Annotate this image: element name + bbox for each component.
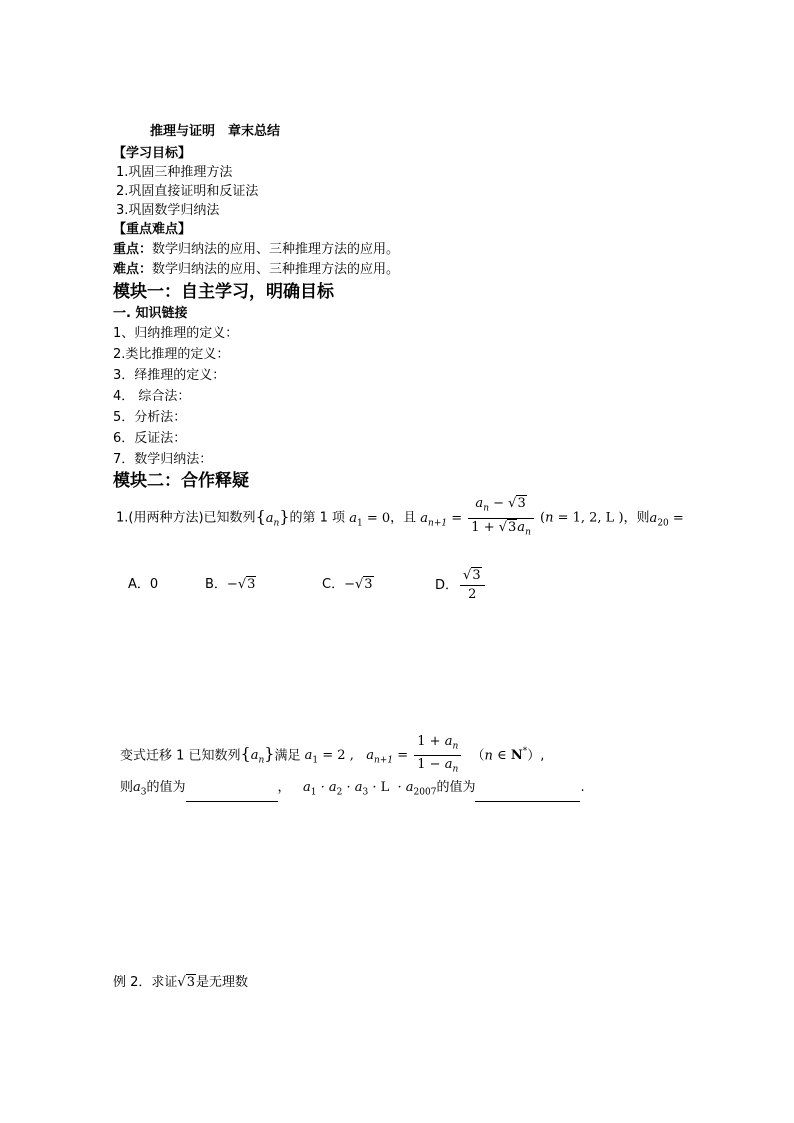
variant-line2-end: . — [580, 780, 585, 795]
variant-recurrence: $a_{n+1}$ = $\frac{1 + a_n}{1 - a_n}$ — [366, 748, 463, 763]
variant-a1: $a_1 = 2$ , — [304, 748, 354, 766]
page-title: 推理与证明 章末总结 — [150, 124, 281, 139]
learning-goals-header: 【学习目标】 — [113, 146, 192, 161]
learning-goal-item: 2.巩固直接证明和反证法 — [116, 184, 259, 199]
variant-question: 变式迁移 1 已知数列$\{a_n\}$满足 $a_1 = 2$ , $a_{n+1}$ = $\frac{1 + a_n}{1 - a_n}$ （n ∈ N*）, — [120, 733, 545, 775]
q1-option-a: A．0 — [128, 577, 159, 592]
sequence-set: $\{a_n\}$ — [255, 506, 290, 529]
module2-title: 模块二：合作释疑 — [113, 471, 249, 491]
knowledge-item: 5．分析法： — [113, 410, 187, 425]
q1-recurrence: $a_{n+1}$ = $\frac{a_n - √3}{1 + √3a_n}$ — [420, 511, 536, 526]
example-2 — [113, 974, 248, 992]
key-text: 数学归纳法的应用、三种推理方法的应用。 — [152, 242, 400, 257]
q1-mid1: 的第 1 项 — [289, 510, 346, 526]
variant-line2-mid: 的值为 — [146, 780, 186, 795]
example2-prefix: 例 2．求证 — [113, 975, 178, 990]
knowledge-item: 4． 综合法： — [113, 389, 191, 404]
variant-line2-prefix: 则 — [120, 780, 134, 795]
q1-option-c: C．−√3 — [322, 577, 373, 592]
module1-subtitle: 一. 知识链接 — [113, 306, 188, 321]
knowledge-item: 7．数学归纳法： — [113, 452, 213, 467]
example2-sqrt3: √3 — [177, 975, 195, 990]
q1-suffix: ，则 — [623, 510, 650, 526]
q1-mid2: ，且 — [390, 510, 417, 526]
hard-label: 难点： — [113, 262, 153, 277]
variant-condition-open: （ — [471, 748, 485, 764]
q1-option-d: D． $\frac{√3}{2}$ — [435, 566, 487, 606]
variant-a3: $a_3$ — [133, 780, 147, 798]
key-point-line — [113, 241, 399, 259]
learning-goal-item: 1.巩固三种推理方法 — [116, 165, 233, 180]
q1-option-b: B．−√3 — [205, 577, 256, 592]
hard-point-line — [113, 261, 399, 279]
variant-prefix: 变式迁移 1 已知数列 — [120, 748, 241, 764]
knowledge-item: 3．绎推理的定义： — [113, 368, 226, 383]
variant-mid: 满足 — [274, 748, 301, 764]
key-points-header: 【重点难点】 — [113, 222, 192, 237]
knowledge-item: 2.类比推理的定义： — [113, 347, 230, 362]
q1-range: (n = 1, 2, L ) — [540, 510, 624, 526]
example2-suffix: 是无理数 — [195, 975, 248, 990]
q1-prefix: 1.(用两种方法)已知数列 — [116, 510, 256, 526]
key-label: 重点： — [113, 242, 153, 257]
hard-text: 数学归纳法的应用、三种推理方法的应用。 — [152, 262, 400, 277]
q1-a20: $a_{20}$ = — [649, 510, 684, 529]
variant-line2-mid2: 的值为 — [436, 780, 476, 795]
knowledge-item: 6．反证法： — [113, 431, 187, 446]
question-1 — [116, 496, 684, 543]
variant-line2: 则$a_3$的值为 ， $a_1 \cdot a_2 \cdot a_3 \cdot L \cdot a_{2007}$的值为 . — [120, 779, 585, 802]
answer-blank-1[interactable] — [186, 787, 278, 802]
variant-sequence-set: $\{a_n\}$ — [240, 744, 275, 766]
variant-condition: n — [484, 748, 493, 764]
q1-a1-eq: $a_1 = 0$ — [349, 510, 391, 529]
knowledge-item: 1、归纳推理的定义： — [113, 326, 239, 341]
module1-title: 模块一：自主学习，明确目标 — [113, 282, 334, 302]
learning-goal-item: 3.巩固数学归纳法 — [116, 203, 220, 218]
answer-blank-2[interactable] — [475, 787, 580, 802]
variant-product: $a_1 \cdot a_2 \cdot a_3 \cdot L \cdot a_{2007}$ — [302, 780, 437, 798]
